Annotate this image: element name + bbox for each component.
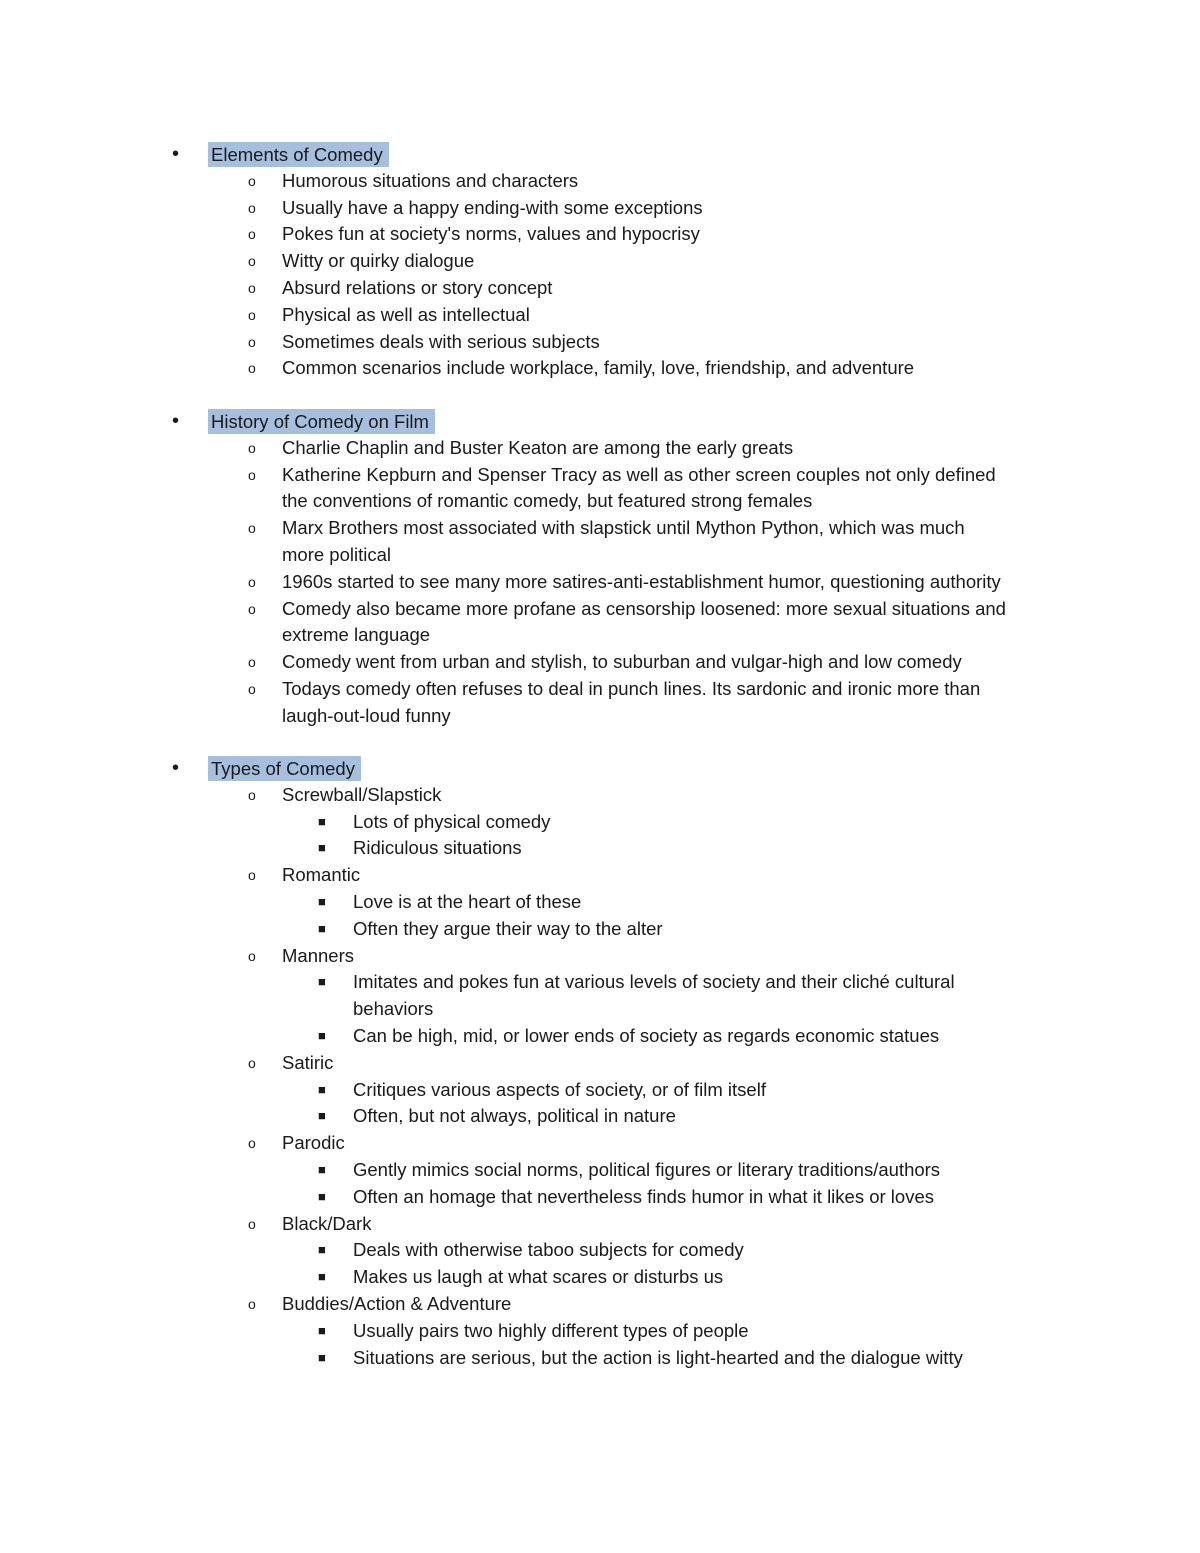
list-item-text: the conventions of romantic comedy, but featured strong females — [282, 490, 813, 512]
list-item-text: Todays comedy often refuses to deal in punch lines. Its sardonic and ironic more than — [282, 677, 981, 699]
section-heading-line — [0, 141, 1200, 168]
square-bullet-icon: ■ — [318, 1322, 326, 1338]
bullet-icon: • — [172, 143, 180, 165]
list-item-text: Pokes fun at society's norms, values and hypocrisy — [282, 223, 700, 245]
list-item-text: Physical as well as intellectual — [282, 303, 530, 325]
sub-item-text: Deals with otherwise taboo subjects for comedy — [353, 1239, 744, 1261]
list-item-text: Usually have a happy ending-with some exceptions — [282, 196, 703, 218]
circle-bullet-icon: o — [248, 439, 256, 456]
list-item-text: Romantic — [282, 864, 361, 886]
list-item-text: Common scenarios include workplace, family, love, friendship, and adventure — [282, 357, 915, 379]
list-item — [0, 943, 1200, 970]
circle-bullet-icon: o — [248, 1054, 256, 1071]
circle-bullet-icon: o — [248, 600, 256, 617]
list-item-text: Sometimes deals with serious subjects — [282, 330, 600, 352]
sub-item-text: Imitates and pokes fun at various levels of society and their cliché cultural — [353, 971, 955, 993]
section-elements-of-comedy — [0, 141, 1200, 382]
sub-list-item — [0, 1023, 1200, 1050]
circle-bullet-icon: o — [248, 867, 256, 884]
section-history-of-comedy — [0, 408, 1200, 730]
list-item — [0, 1211, 1200, 1238]
circle-bullet-icon: o — [248, 253, 256, 270]
sub-list-item — [0, 1318, 1200, 1345]
list-item-text: Humorous situations and characters — [282, 169, 579, 191]
list-item-text: 1960s started to see many more satires-anti-establishment humor, questioning authority — [282, 570, 1001, 592]
circle-bullet-icon: o — [248, 1295, 256, 1312]
section-heading: Types of Comedy — [208, 756, 361, 781]
list-item — [0, 596, 1200, 623]
sub-item-text: Can be high, mid, or lower ends of society as regards economic statues — [353, 1024, 940, 1046]
list-item-text: Buddies/Action & Adventure — [282, 1292, 512, 1314]
list-item — [0, 1050, 1200, 1077]
list-item — [0, 221, 1200, 248]
list-item-text: more political — [282, 543, 391, 565]
list-item — [0, 329, 1200, 356]
bullet-icon: • — [172, 410, 180, 432]
square-bullet-icon: ■ — [318, 1349, 326, 1365]
square-bullet-icon: ■ — [318, 1188, 326, 1204]
sub-list-item — [0, 1237, 1200, 1264]
list-item-text: extreme language — [282, 624, 431, 646]
section-heading-line — [0, 755, 1200, 782]
sub-item-text: Ridiculous situations — [353, 837, 522, 859]
section-heading: History of Comedy on Film — [208, 409, 435, 434]
sub-list-item — [0, 916, 1200, 943]
list-item — [0, 782, 1200, 809]
sub-list-item — [0, 969, 1200, 996]
circle-bullet-icon: o — [248, 172, 256, 189]
circle-bullet-icon: o — [248, 654, 256, 671]
list-item-text: Parodic — [282, 1132, 345, 1154]
list-item-text: Marx Brothers most associated with slapstick until Mython Python, which was much — [282, 517, 965, 539]
list-item — [0, 355, 1200, 382]
square-bullet-icon: ■ — [318, 1081, 326, 1097]
list-item — [0, 462, 1200, 489]
sub-list-item — [0, 809, 1200, 836]
list-item-continuation — [0, 488, 1200, 515]
sub-list-item — [0, 1345, 1200, 1372]
sub-item-text: Critiques various aspects of society, or of film itself — [353, 1078, 766, 1100]
list-item-text: Absurd relations or story concept — [282, 276, 553, 298]
circle-bullet-icon: o — [248, 306, 256, 323]
list-item — [0, 302, 1200, 329]
section-heading: Elements of Comedy — [208, 142, 389, 167]
sub-item-text: Often an homage that nevertheless finds humor in what it likes or loves — [353, 1185, 934, 1207]
list-item-text: Satiric — [282, 1051, 334, 1073]
list-item — [0, 275, 1200, 302]
list-item-text: Manners — [282, 944, 354, 966]
sub-item-text: Often, but not always, political in nature — [353, 1105, 676, 1127]
square-bullet-icon: ■ — [318, 920, 326, 936]
bullet-icon: • — [172, 757, 180, 779]
circle-bullet-icon: o — [248, 786, 256, 803]
sub-item-text: Gently mimics social norms, political figures or literary traditions/authors — [353, 1158, 941, 1180]
sub-list-item — [0, 1184, 1200, 1211]
list-item-continuation — [0, 703, 1200, 730]
list-item — [0, 569, 1200, 596]
square-bullet-icon: ■ — [318, 1027, 326, 1043]
list-item — [0, 195, 1200, 222]
section-types-of-comedy — [0, 755, 1200, 1371]
list-item — [0, 515, 1200, 542]
sub-item-text: Lots of physical comedy — [353, 810, 551, 832]
circle-bullet-icon: o — [248, 279, 256, 296]
list-item-text: Katherine Kepburn and Spenser Tracy as well as other screen couples not only defined — [282, 463, 996, 485]
circle-bullet-icon: o — [248, 947, 256, 964]
list-item — [0, 676, 1200, 703]
list-item — [0, 1130, 1200, 1157]
circle-bullet-icon: o — [248, 1215, 256, 1232]
list-item — [0, 435, 1200, 462]
square-bullet-icon: ■ — [318, 893, 326, 909]
sub-item-text: behaviors — [353, 998, 434, 1020]
sub-list-item — [0, 1077, 1200, 1104]
circle-bullet-icon: o — [248, 680, 256, 697]
sub-list-item — [0, 889, 1200, 916]
sub-list-item — [0, 835, 1200, 862]
sub-item-text: Love is at the heart of these — [353, 890, 582, 912]
circle-bullet-icon: o — [248, 360, 256, 377]
circle-bullet-icon: o — [248, 573, 256, 590]
list-item-text: laugh-out-loud funny — [282, 704, 451, 726]
square-bullet-icon: ■ — [318, 1161, 326, 1177]
list-item — [0, 862, 1200, 889]
square-bullet-icon: ■ — [318, 1108, 326, 1124]
circle-bullet-icon: o — [248, 466, 256, 483]
list-item — [0, 1291, 1200, 1318]
circle-bullet-icon: o — [248, 199, 256, 216]
circle-bullet-icon: o — [248, 333, 256, 350]
sub-item-text: Makes us laugh at what scares or disturbs us — [353, 1266, 724, 1288]
list-item-text: Comedy also became more profane as censorship loosened: more sexual situations and — [282, 597, 1006, 619]
list-item-continuation — [0, 542, 1200, 569]
sub-list-item — [0, 1264, 1200, 1291]
sub-list-item — [0, 1103, 1200, 1130]
sub-item-text: Often they argue their way to the alter — [353, 917, 663, 939]
circle-bullet-icon: o — [248, 1135, 256, 1152]
section-heading-line — [0, 408, 1200, 435]
list-item-text: Charlie Chaplin and Buster Keaton are among the early greats — [282, 436, 794, 458]
sub-list-item-continuation — [0, 996, 1200, 1023]
square-bullet-icon: ■ — [318, 1269, 326, 1285]
list-item-text: Comedy went from urban and stylish, to suburban and vulgar-high and low comedy — [282, 651, 962, 673]
sub-list-item — [0, 1157, 1200, 1184]
square-bullet-icon: ■ — [318, 1242, 326, 1258]
circle-bullet-icon: o — [248, 520, 256, 537]
list-item-text: Witty or quirky dialogue — [282, 250, 475, 272]
square-bullet-icon: ■ — [318, 840, 326, 856]
square-bullet-icon: ■ — [318, 813, 326, 829]
list-item — [0, 248, 1200, 275]
list-item — [0, 649, 1200, 676]
list-item — [0, 168, 1200, 195]
square-bullet-icon: ■ — [318, 974, 326, 990]
sub-item-text: Usually pairs two highly different types of people — [353, 1319, 749, 1341]
list-item-text: Black/Dark — [282, 1212, 372, 1234]
circle-bullet-icon: o — [248, 226, 256, 243]
sub-item-text: Situations are serious, but the action is light-hearted and the dialogue witty — [353, 1346, 963, 1368]
list-item-continuation — [0, 622, 1200, 649]
list-item-text: Screwball/Slapstick — [282, 783, 442, 805]
